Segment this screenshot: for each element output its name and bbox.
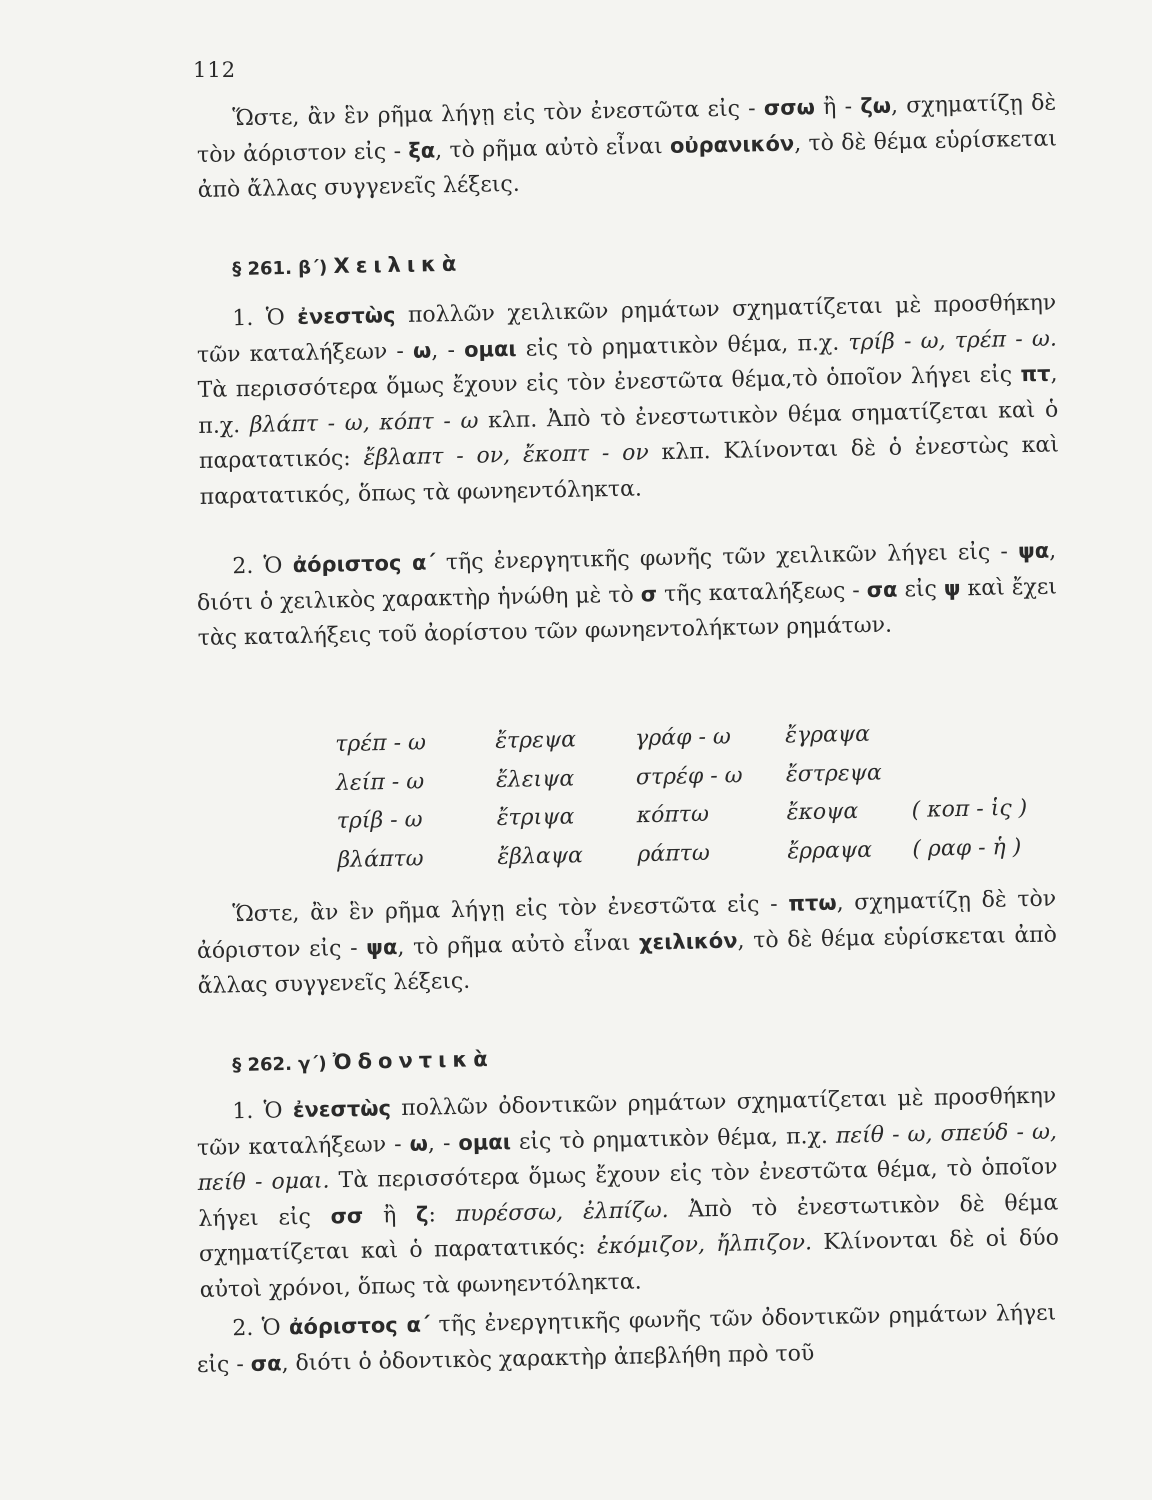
- present-form: λείπ - ω: [335, 768, 425, 796]
- example: ἐκόμιζον, ἤλπιζον.: [596, 1230, 813, 1260]
- text: εἰς τὸ ρηματικὸν θέμα, π.χ.: [510, 1123, 837, 1155]
- bold-term: οὐρανικόν: [669, 131, 795, 158]
- text: , διότι ὁ ὀδοντικὸς χαρακτὴρ ἀπεβλήθη πρὸ τοῦ: [281, 1340, 815, 1376]
- text: , διότι ὁ χειλικὸς χαρακτὴρ ἡνώθη μὲ τὸ: [196, 538, 1057, 616]
- section-title: Χειλικὰ: [333, 251, 463, 279]
- aorist-form: ἔγραψα: [784, 721, 871, 749]
- text: , σχηματίζῃ δὲ τὸν ἀόριστον εἰς -: [196, 90, 1057, 168]
- bold-term: ομαι: [458, 1129, 512, 1155]
- bold-term: ξα: [408, 137, 436, 163]
- bold-term: σ: [640, 581, 658, 606]
- section-title: Ὀδοντικὰ: [332, 1046, 494, 1075]
- text: εἰς τὸ ρηματικὸν θέμα, π.χ.: [516, 329, 849, 362]
- present-form: κόπτω: [636, 801, 710, 829]
- text: Ἀπὸ τὸ ἐνεστωτικὸν δὲ θέμα σχηματίζεται καὶ ὁ παρατατικός:: [198, 1189, 1059, 1267]
- bold-term: πτ: [1020, 361, 1051, 387]
- text: κλπ. Ἀπὸ τὸ ἐνεστωτικὸν θέμα σηματίζεται καὶ ὁ παρατατικός:: [198, 396, 1059, 474]
- aorist-form: ἔκοψα: [786, 798, 859, 826]
- bold-term: ζω: [860, 93, 892, 119]
- table-row: [335, 760, 882, 808]
- text: , -: [431, 337, 465, 363]
- bold-term: ψ: [943, 575, 961, 601]
- table-row: [336, 795, 1028, 847]
- text: τῆς ἐνεργητικῆς φωνῆς τῶν χειλικῶν λήγει εἰς -: [435, 539, 1019, 576]
- aorist-form: ἔλειψα: [495, 765, 575, 793]
- page-number: 112: [193, 58, 237, 82]
- bold-term: ψα: [1017, 538, 1050, 564]
- bold-term: χειλικόν: [638, 928, 738, 955]
- text: , π.χ.: [198, 361, 1058, 439]
- text: 1. Ὁ: [232, 305, 298, 332]
- bold-term: ομαι: [463, 336, 517, 362]
- text: Ὥστε, ἂν ἓν ρῆμα λήγῃ εἰς τὸν ἐνεστῶτα εἰς -: [232, 891, 789, 928]
- bold-term: ω: [409, 1131, 429, 1156]
- aorist-form: ἔτρεψα: [494, 727, 577, 754]
- paragraph-labial-aorist: [196, 533, 1058, 656]
- table-row: [337, 834, 1022, 885]
- table-row: [335, 721, 871, 770]
- text: 2. Ὁ: [232, 1315, 290, 1342]
- related-word: ( ραφ - ἡ ): [912, 834, 1022, 862]
- bold-term: ζ: [415, 1202, 429, 1227]
- example: πείθ - ω, σπεύδ - ω, πείθ - ομαι.: [197, 1118, 1058, 1196]
- present-form: τρέπ - ω: [335, 730, 427, 757]
- section-number: § 262. γ΄): [232, 1053, 334, 1076]
- aorist-form: ἔβλαψα: [497, 842, 584, 870]
- text: , τὸ ρῆμα αὐτὸ εἶναι: [397, 930, 640, 960]
- section-number: § 261. β΄): [232, 257, 334, 280]
- aorist-form: ἔτριψα: [496, 804, 575, 831]
- present-form: τρίβ - ω: [336, 807, 423, 834]
- text: Τὰ περισσότερα ὅμως ἔχουν εἰς τὸν ἐνεστῶτα θέμα, τὸ ὁποῖον λήγει εἰς: [198, 1154, 1058, 1232]
- text: , τὸ δὲ θέμα εὑρίσκεται ἀπὸ ἄλλας συγγενεῖς λέξεις.: [197, 921, 1058, 999]
- present-form: ράπτω: [637, 840, 710, 867]
- text: κλπ. Κλίνονται δὲ ὁ ἐνεστὼς καὶ παρατατικός, ὅπως τὰ φωνηεντόληκτα.: [199, 432, 1060, 510]
- bold-term: ἐνεστὼς: [292, 1096, 392, 1123]
- text: τῆς ἐνεργητικῆς φωνῆς τῶν ὀδοντικῶν ρημάτων λήγει εἰς -: [196, 1300, 1057, 1378]
- text: καὶ ἔχει τὰς καταλήξεις τοῦ ἀορίστου τῶν φωνηεντολήκτων ρημάτων.: [197, 573, 1058, 651]
- text: εἰς: [897, 576, 945, 603]
- bold-term: πτω: [788, 890, 837, 916]
- text: ἢ -: [814, 94, 861, 121]
- present-form: βλάπτω: [337, 845, 424, 873]
- text: ἢ: [363, 1202, 417, 1229]
- text: , τὸ ρῆμα αὐτὸ εἶναι: [434, 133, 671, 163]
- paragraph-uranic-summary: [196, 85, 1058, 208]
- present-form: στρέφ - ω: [635, 762, 743, 790]
- paragraph-labial-summary: [196, 881, 1058, 1004]
- text: , -: [427, 1130, 459, 1157]
- section-heading-262: [232, 1047, 494, 1076]
- text: Κλίνονται δὲ οἱ δύο αὐτοὶ χρόνοι, ὅπως τὰ φωνηεντόληκτα.: [199, 1225, 1060, 1303]
- aorist-form: ἔρραψα: [787, 837, 873, 864]
- section-heading-261: [232, 252, 463, 280]
- example: βλάπτ - ω, κόπτ - ω: [249, 408, 479, 438]
- present-form: γράφ - ω: [634, 724, 732, 752]
- bold-term: σα: [250, 1350, 282, 1376]
- related-word: ( κοπ - ἱς ): [911, 795, 1028, 823]
- bold-term: ω: [412, 337, 432, 363]
- text: :: [428, 1201, 456, 1228]
- bold-term: σα: [866, 577, 898, 602]
- bold-term: σσω: [763, 95, 816, 121]
- bold-term: ἀόριστος α΄: [292, 550, 436, 578]
- text: Ὥστε, ἂν ἓν ρῆμα λήγῃ εἰς τὸν ἐνεστῶτα εἰς -: [232, 96, 765, 132]
- text: 1. Ὁ: [232, 1098, 294, 1125]
- text: πολλῶν ὀδοντικῶν ρημάτων σχηματίζεται μὲ προσθήκην τῶν καταλήξεων -: [196, 1083, 1057, 1161]
- aorist-form: ἔστρεψα: [785, 760, 882, 787]
- example: ἔβλαπτ - ον, ἔκοπτ - ον: [363, 440, 649, 471]
- text: τῆς καταλήξεως -: [656, 577, 867, 607]
- bold-term: ψα: [366, 934, 398, 960]
- paragraph-dental-aorist: [196, 1295, 1057, 1382]
- bold-term: ἀόριστος α΄: [288, 1312, 431, 1340]
- example: τρίβ - ω, τρέπ - ω.: [848, 325, 1058, 355]
- verb-examples-table: [335, 721, 1028, 886]
- text: , σχηματίζῃ δὲ τὸν ἀόριστον εἰς -: [196, 886, 1057, 964]
- text: , τὸ δὲ θέμα εὑρίσκεται ἀπὸ ἄλλας συγγενεῖς λέξεις.: [197, 125, 1058, 203]
- bold-term: ἐνεστὼς: [297, 303, 396, 330]
- text: πολλῶν χειλικῶν ρημάτων σχηματίζεται μὲ προσθήκην τῶν καταλήξεων -: [196, 290, 1057, 368]
- bold-term: σσ: [330, 1203, 364, 1228]
- text: Τὰ περισσότερα ὅμως ἔχουν εἰς τὸν ἐνεστῶτα θέμα,τὸ ὁποῖον λήγει εἰς: [197, 362, 1021, 403]
- text: 2. Ὁ: [232, 553, 293, 580]
- example: πυρέσσω, ἐλπίζω.: [455, 1197, 669, 1227]
- paragraph-dental-present: [196, 1078, 1060, 1307]
- paragraph-labial-present: [196, 285, 1060, 514]
